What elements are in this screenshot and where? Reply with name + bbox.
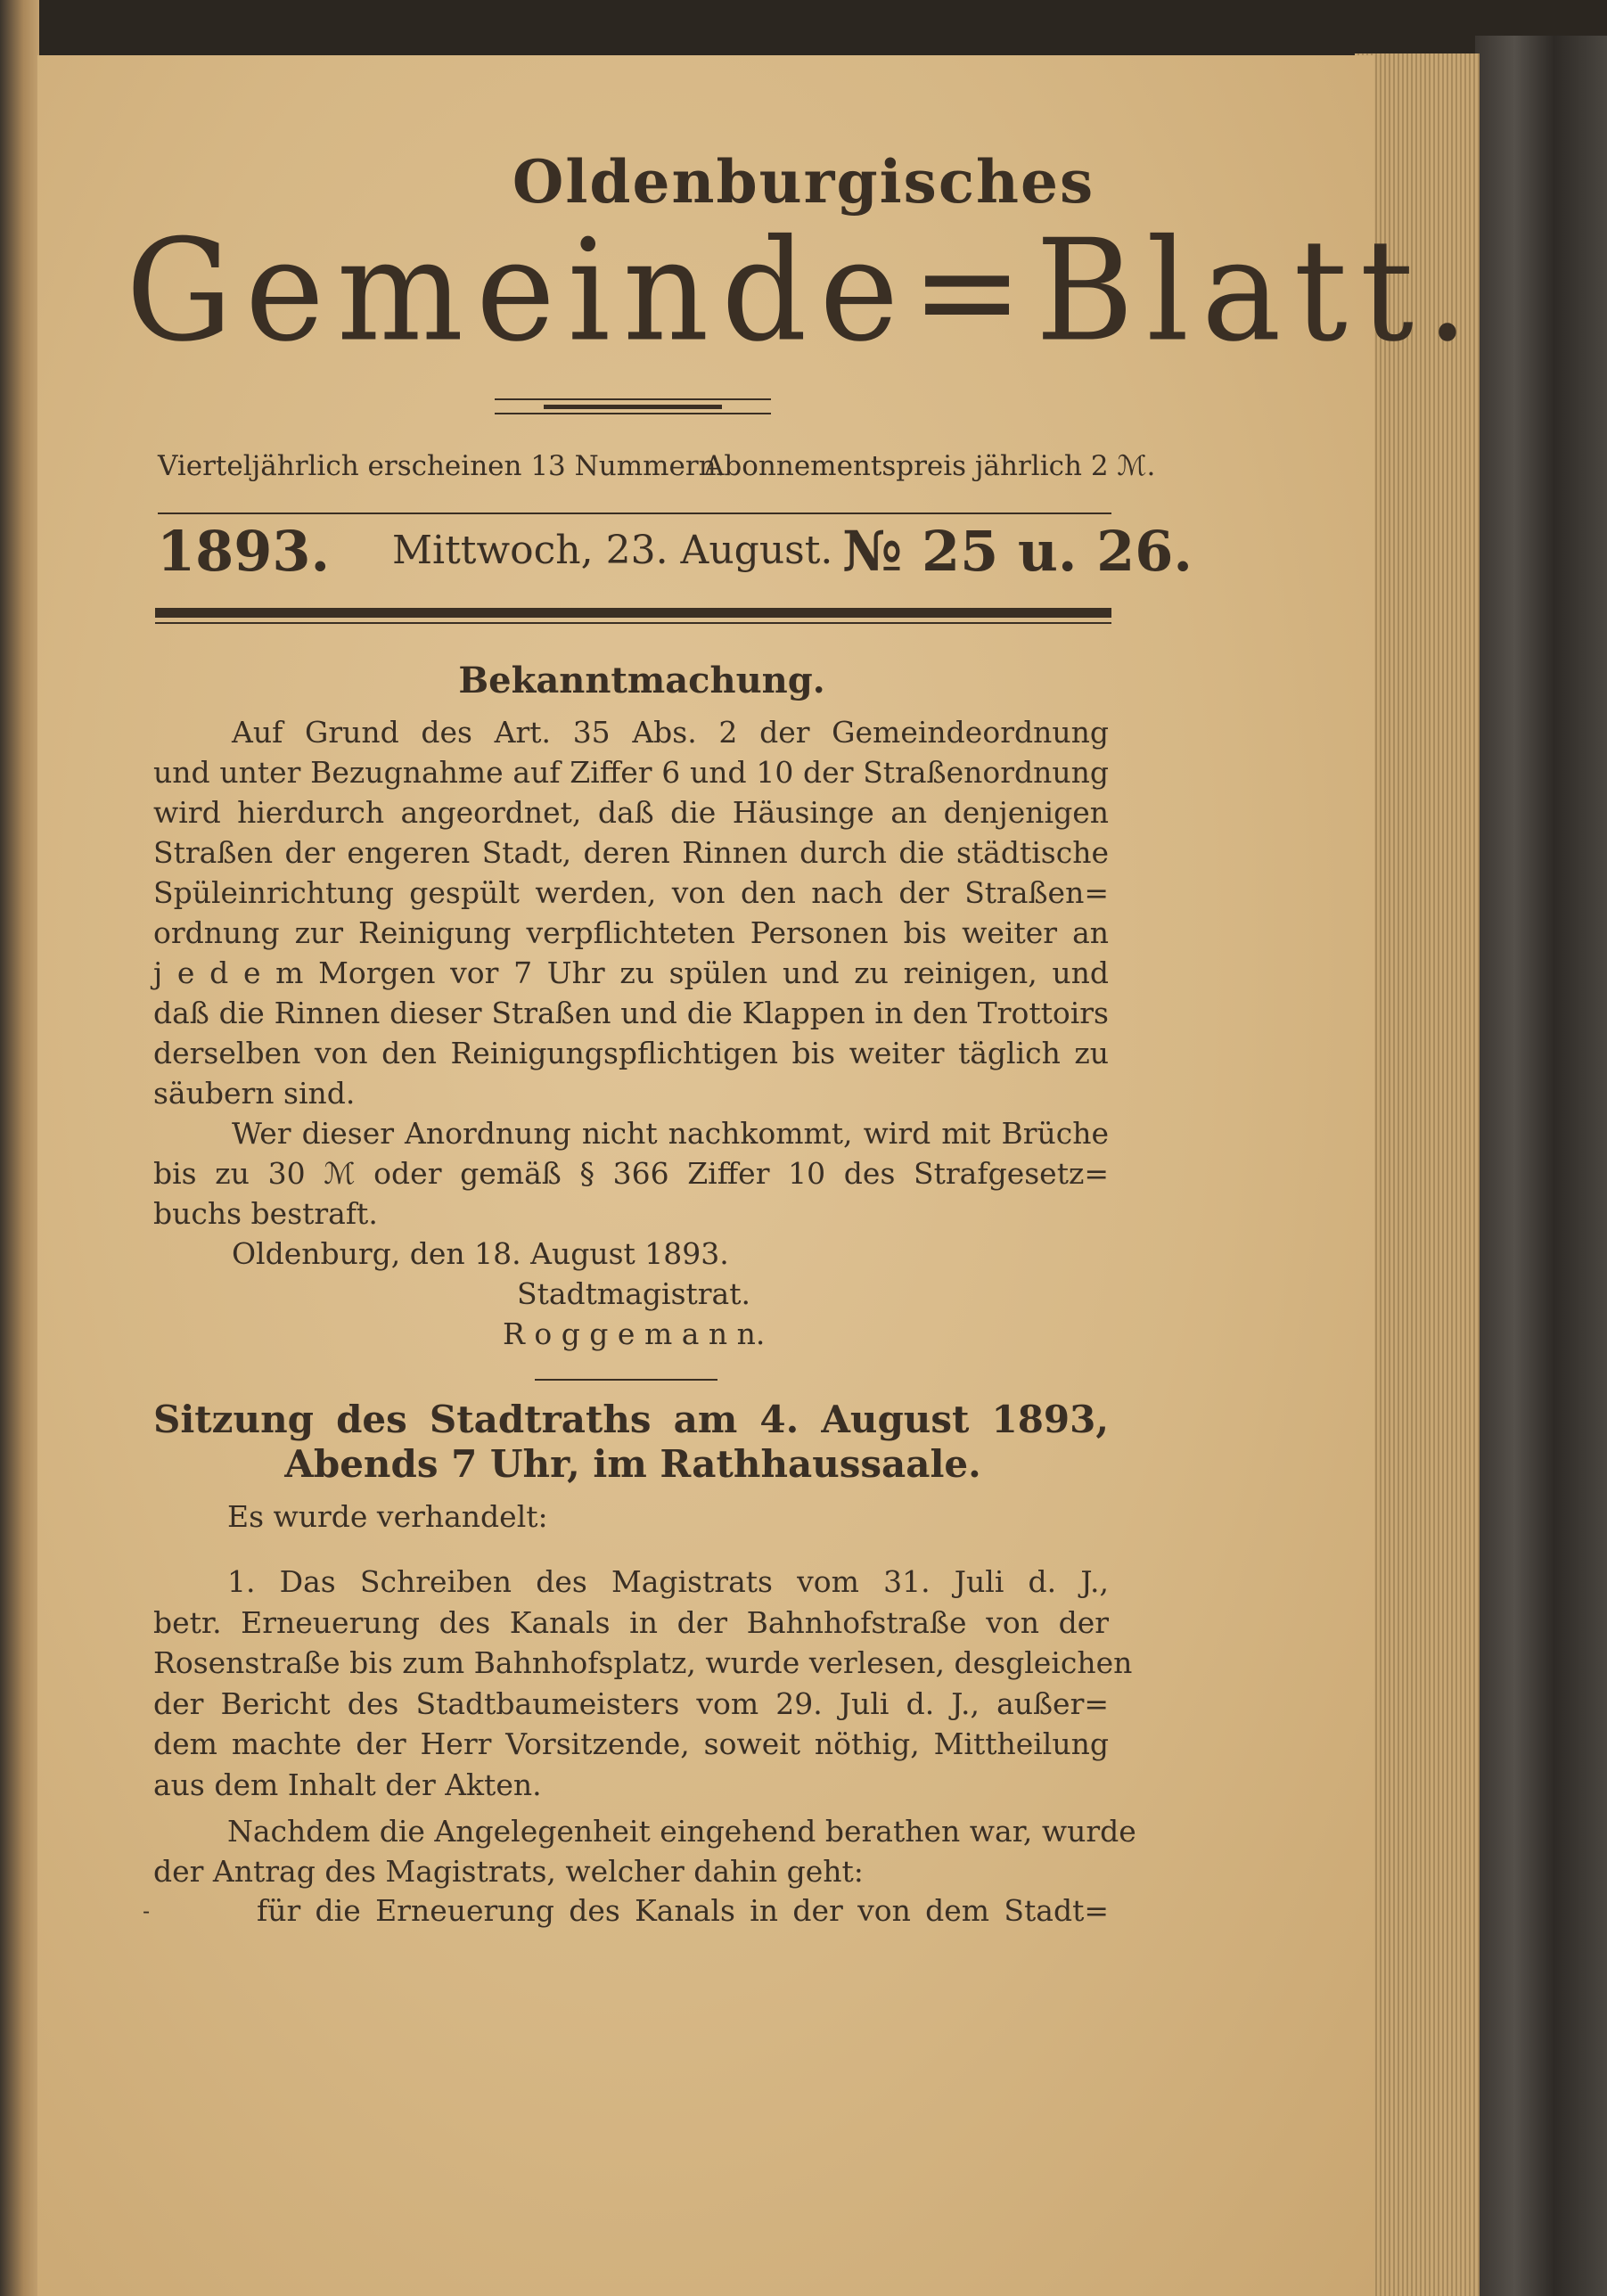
ornament-rule <box>495 413 771 414</box>
divider <box>155 622 1111 624</box>
notice-line: säubern sind. <box>153 1076 356 1111</box>
notice-line: derselben von den Reinigungspflichtigen bis weiter täglich zu <box>153 1036 1109 1070</box>
session-heading-line2: Abends 7 Uhr, im Rathhaussaale. <box>284 1442 981 1486</box>
notice-line: Stadtmagistrat. <box>517 1276 750 1311</box>
session-intro: Es wurde verhandelt: <box>227 1499 548 1534</box>
notice-line: wird hierdurch angeordnet, daß die Häusinge an denjenigen <box>153 795 1109 830</box>
notice-line: bis zu 30 ℳ oder gemäß § 366 Ziffer 10 des Strafgesetz= <box>153 1156 1109 1191</box>
issue-date: Mittwoch, 23. August. <box>392 528 833 573</box>
notice-line: Wer dieser Anordnung nicht nachkommt, wird mit Brüche <box>232 1116 1109 1151</box>
issue-number: № 25 u. 26. <box>842 519 1193 584</box>
notice-line: ordnung zur Reinigung verpflichteten Personen bis weiter an <box>153 915 1109 950</box>
item-line: dem machte der Herr Vorsitzende, soweit nöthig, Mittheilung <box>153 1726 1109 1761</box>
item-line: aus dem Inhalt der Akten. <box>153 1767 542 1802</box>
item-line: 1. Das Schreiben des Magistrats vom 31. Juli d. J., <box>227 1564 1109 1599</box>
masthead-title-line1: Oldenburgisches <box>512 147 1095 217</box>
notice-line: R o g g e m a n n. <box>503 1316 766 1351</box>
subtitle-frequency: Vierteljährlich erscheinen 13 Nummern. <box>158 450 726 482</box>
margin-mark: - <box>143 1898 151 1923</box>
notice-heading: Bekanntmachung. <box>458 660 825 701</box>
subtitle-price: Abonnementspreis jährlich 2 ℳ. <box>704 450 1156 482</box>
notice-line: Spüleinrichtung gespült werden, von den nach der Straßen= <box>153 875 1109 910</box>
notice-line: buchs bestraft. <box>153 1196 378 1231</box>
notice-line: Oldenburg, den 18. August 1893. <box>232 1236 729 1271</box>
item-line: Rosenstraße bis zum Bahnhofsplatz, wurde verlesen, desgleichen <box>153 1645 1133 1680</box>
paragraph-line: Nachdem die Angelegenheit eingehend berathen war, wurde <box>227 1814 1136 1849</box>
notice-line: und unter Bezugnahme auf Ziffer 6 und 10 der Straßenordnung <box>153 755 1109 790</box>
paragraph-line: der Antrag des Magistrats, welcher dahin geht: <box>153 1853 864 1889</box>
notice-line: daß die Rinnen dieser Straßen und die Klappen in den Trottoirs <box>153 996 1109 1030</box>
item-line: der Bericht des Stadtbaumeisters vom 29. Juli d. J., außer= <box>153 1685 1109 1721</box>
session-heading-line1: Sitzung des Stadtraths am 4. August 1893, <box>153 1398 1109 1441</box>
thick-divider <box>155 608 1111 618</box>
ornament-rule <box>544 405 722 409</box>
section-divider <box>535 1379 717 1381</box>
item-line: betr. Erneuerung des Kanals in der Bahnhofstraße von der <box>153 1604 1109 1640</box>
notice-line: Auf Grund des Art. 35 Abs. 2 der Gemeindeordnung <box>232 715 1109 750</box>
issue-year: 1893. <box>157 519 331 584</box>
divider <box>158 512 1111 514</box>
notice-line: Straßen der engeren Stadt, deren Rinnen durch die städtische <box>153 835 1109 870</box>
ornament-rule <box>495 398 771 400</box>
book-cover-edge <box>1475 36 1607 2296</box>
masthead-title-line2: Gemeinde=Blatt. <box>126 209 1481 373</box>
paragraph-line: für die Erneuerung des Kanals in der von dem Stadt= <box>257 1893 1109 1928</box>
notice-line: j e d e m Morgen vor 7 Uhr zu spülen und zu reinigen, und <box>153 955 1109 990</box>
